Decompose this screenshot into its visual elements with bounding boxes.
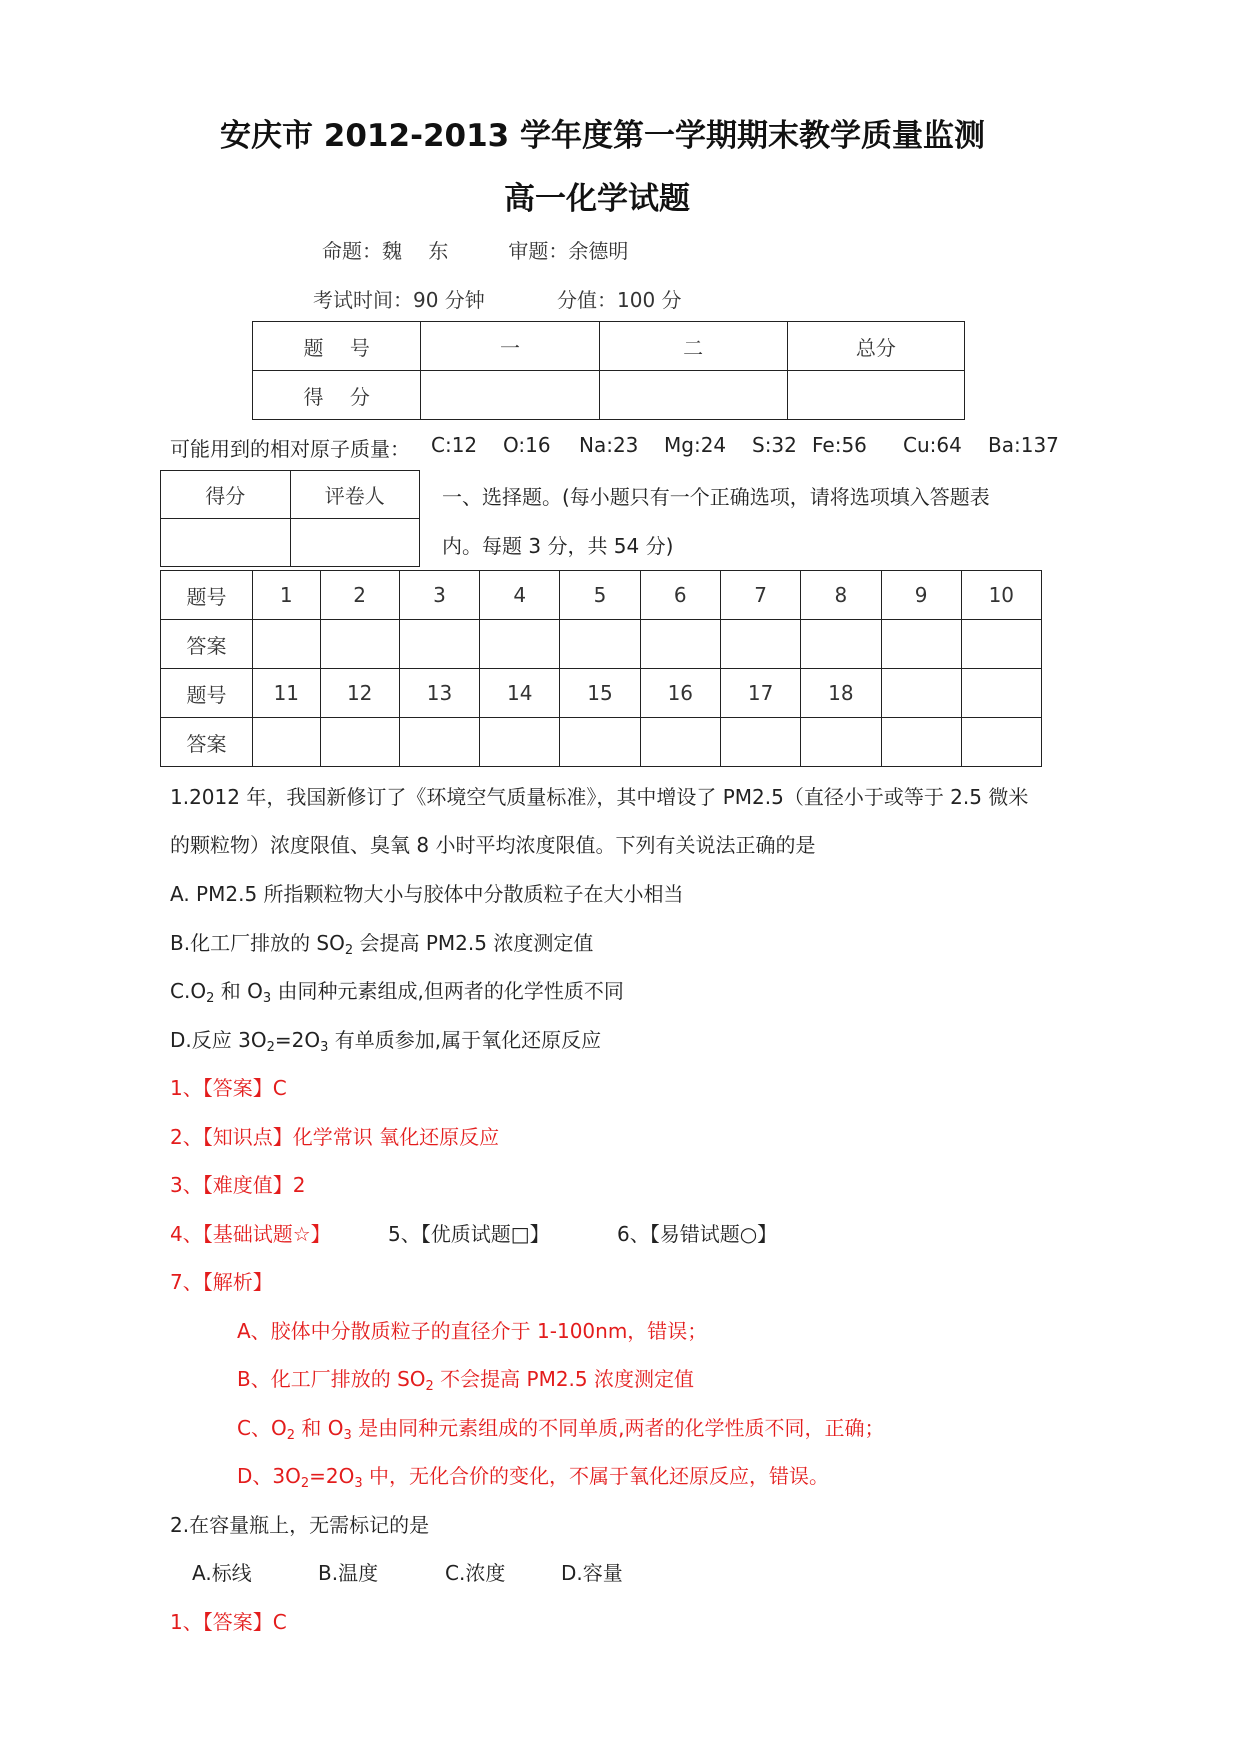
q1-basic-tag: 4、【基础试题☆】 (170, 1222, 331, 1246)
summary-score-cell[interactable] (421, 371, 599, 420)
question-number-cell: 18 (801, 669, 881, 718)
q1-error-prone-tag: 6、【易错试题○】 (617, 1222, 778, 1246)
answer-cell[interactable] (801, 620, 881, 669)
answer-cell[interactable] (480, 620, 560, 669)
summary-header-cell: 总分 (787, 322, 964, 371)
answer-cell[interactable] (801, 718, 881, 767)
atomic-mass-item: Fe:56 (812, 433, 867, 457)
question-number-cell: 16 (640, 669, 720, 718)
answer-cell[interactable] (253, 620, 320, 669)
answer-cell[interactable] (399, 620, 479, 669)
answer-cell[interactable] (320, 718, 399, 767)
answer-cell[interactable] (253, 718, 320, 767)
q1-explain-d: D、$3O_2=2O_3$ 中，无化合价的变化，不属于氧化还原反应，错误。 (237, 1464, 830, 1491)
q2-option-c: C.浓度 (445, 1561, 506, 1585)
question-number-cell: 15 (560, 669, 640, 718)
q1-analysis-label: 7、【解析】 (170, 1270, 273, 1294)
question-number-cell: 7 (720, 571, 800, 620)
grader-table (160, 470, 420, 567)
atomic-mass-item: Mg:24 (664, 433, 727, 457)
atomic-mass-item: Cu:64 (903, 433, 962, 457)
answer-table-label: 题号 (161, 669, 253, 718)
question-number-cell: 11 (253, 669, 320, 718)
author-line: 命题：魏 东 审题：余德明 (322, 239, 629, 263)
q1-answer: 1、【答案】C (170, 1076, 287, 1100)
question-number-cell: 2 (320, 571, 399, 620)
exam-score: 分值：100 分 (557, 288, 682, 312)
q1-option-b: B.化工厂排放的 $SO_2$ 会提高 PM2.5 浓度测定值 (170, 931, 594, 958)
question-number-cell: 13 (399, 669, 479, 718)
q1-stem-line2: 的颗粒物）浓度限值、臭氧 8 小时平均浓度限值。下列有关说法正确的是 (170, 833, 816, 857)
answer-cell[interactable] (881, 718, 961, 767)
q2-option-b: B.温度 (318, 1561, 379, 1585)
question-number-cell: 5 (560, 571, 640, 620)
q1-explain-b: B、化工厂排放的 $SO_2$ 不会提高 PM2.5 浓度测定值 (237, 1367, 694, 1394)
question-number-cell (961, 669, 1041, 718)
atomic-mass-item: S:32 (752, 433, 797, 457)
question-number-cell (881, 669, 961, 718)
q2-stem: 2.在容量瓶上，无需标记的是 (170, 1513, 430, 1537)
answer-cell[interactable] (399, 718, 479, 767)
section1-heading-line2: 内。每题 3 分，共 54 分) (442, 534, 674, 558)
question-number-cell: 6 (640, 571, 720, 620)
answer-cell[interactable] (480, 718, 560, 767)
answer-cell[interactable] (720, 718, 800, 767)
answer-cell[interactable] (560, 718, 640, 767)
q1-option-a: A. PM2.5 所指颗粒物大小与胶体中分散质粒子在大小相当 (170, 882, 684, 906)
atomic-mass-item: Na:23 (579, 433, 639, 457)
atomic-mass-item: C:12 (431, 433, 478, 457)
q2-answer: 1、【答案】C (170, 1610, 287, 1634)
grader-header-score: 得分 (161, 471, 291, 519)
grader-score-cell[interactable] (161, 519, 291, 567)
answer-table (160, 570, 1042, 767)
answer-table-label: 题号 (161, 571, 253, 620)
page-subtitle: 高一化学试题 (504, 181, 690, 217)
atomic-mass-item: Ba:137 (988, 433, 1059, 457)
atomic-mass-item: O:16 (503, 433, 551, 457)
question-number-cell: 10 (961, 571, 1041, 620)
exam-time: 考试时间：90 分钟 (313, 288, 485, 312)
page-title: 安庆市 2012-2013 学年度第一学期期末教学质量监测 (220, 118, 986, 154)
grader-header-grader: 评卷人 (290, 471, 420, 519)
atomic-masses-label: 可能用到的相对原子质量： (170, 437, 410, 461)
q1-knowledge: 2、【知识点】化学常识 氧化还原反应 (170, 1125, 500, 1149)
answer-cell[interactable] (640, 620, 720, 669)
q1-explain-a: A、胶体中分散质粒子的直径介于 1-100nm，错误； (237, 1319, 708, 1343)
question-number-cell: 8 (801, 571, 881, 620)
answer-cell[interactable] (961, 718, 1041, 767)
answer-table-label: 答案 (161, 718, 253, 767)
q2-option-d: D.容量 (561, 1561, 623, 1585)
summary-header-cell: 一 (421, 322, 599, 371)
summary-header-cell: 二 (599, 322, 787, 371)
answer-cell[interactable] (320, 620, 399, 669)
question-number-cell: 17 (720, 669, 800, 718)
answer-table-label: 答案 (161, 620, 253, 669)
q1-explain-c: C、$O_2$ 和 $O_3$ 是由同种元素组成的不同单质,两者的化学性质不同，正确； (237, 1416, 885, 1443)
summary-score-cell[interactable] (787, 371, 964, 420)
question-number-cell: 1 (253, 571, 320, 620)
answer-cell[interactable] (560, 620, 640, 669)
answer-cell[interactable] (881, 620, 961, 669)
section1-heading-line1: 一、选择题。(每小题只有一个正确选项，请将选项填入答题表 (442, 485, 990, 509)
q2-option-a: A.标线 (192, 1561, 252, 1585)
summary-score-table (252, 321, 965, 420)
question-number-cell: 9 (881, 571, 961, 620)
q1-option-c: $C.O_2$ 和 $O_3$ 由同种元素组成,但两者的化学性质不同 (170, 979, 624, 1006)
q1-difficulty: 3、【难度值】2 (170, 1173, 306, 1197)
answer-cell[interactable] (720, 620, 800, 669)
answer-cell[interactable] (640, 718, 720, 767)
q1-quality-tag: 5、【优质试题□】 (388, 1222, 550, 1246)
answer-cell[interactable] (961, 620, 1041, 669)
summary-row-label: 得 分 (253, 371, 421, 420)
question-number-cell: 12 (320, 669, 399, 718)
q1-option-d: D.反应 $3O_2=2O_3$ 有单质参加,属于氧化还原反应 (170, 1028, 602, 1055)
grader-name-cell[interactable] (290, 519, 420, 567)
question-number-cell: 3 (399, 571, 479, 620)
summary-header-cell: 题 号 (253, 322, 421, 371)
q1-stem-line1: 1.2012 年，我国新修订了《环境空气质量标准》，其中增设了 PM2.5（直径小于或等于 2.5 微米 (170, 785, 1029, 809)
summary-score-cell[interactable] (599, 371, 787, 420)
question-number-cell: 4 (480, 571, 560, 620)
question-number-cell: 14 (480, 669, 560, 718)
